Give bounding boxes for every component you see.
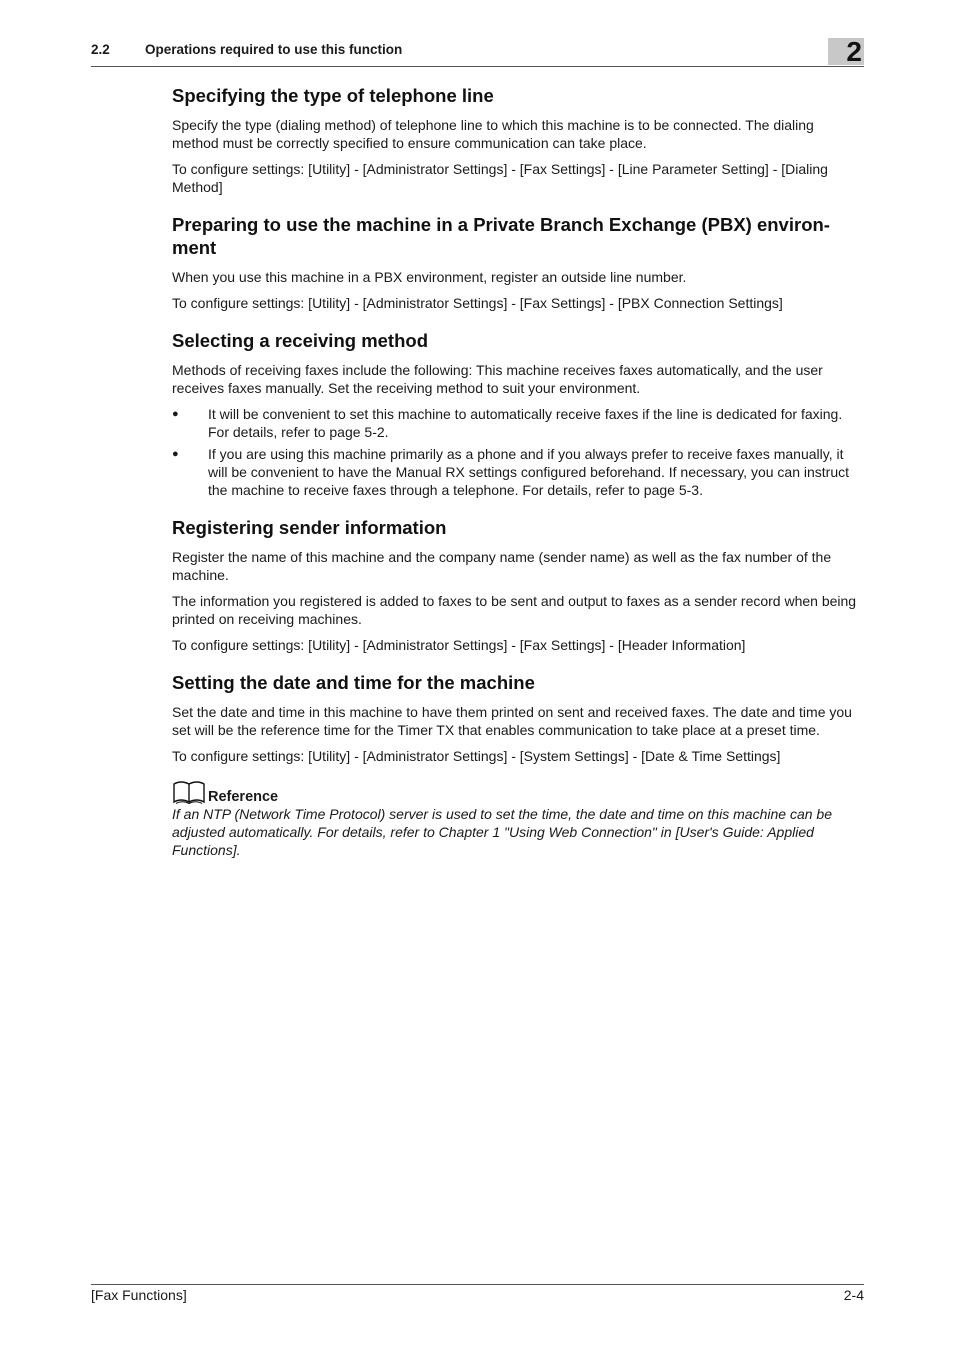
bullet-icon: ● [172, 448, 179, 460]
list-item [172, 405, 864, 441]
reference-header [172, 779, 864, 805]
paragraph: Methods of receiving faxes include the following: This machine receives faxes automatically, and the user receives faxes manually. Set the receiving method to suit your environment. [172, 362, 823, 396]
section-heading: Specifying the type of telephone line [172, 85, 494, 106]
section-heading: Setting the date and time for the machine [172, 672, 535, 693]
paragraph: To configure settings: [Utility] - [Administrator Settings] - [System Settings] - [Date & Time Settings] [172, 748, 781, 764]
paragraph: Set the date and time in this machine to have them printed on sent and received faxes. The date and time you set will be the reference time for the Timer TX that enables communication to take place at a preset time. [172, 704, 852, 738]
footer-page-number: 2-4 [843, 1287, 864, 1303]
paragraph: To configure settings: [Utility] - [Administrator Settings] - [Fax Settings] - [Line Parameter Setting] - [Dialing Method] [172, 161, 828, 195]
section-receiving-method [172, 329, 864, 499]
list-item-text: If you are using this machine primarily as a phone and if you always prefer to receive faxes manually, it will be convenient to have the Manual RX settings configured beforehand. If necessary, you can instruct the machine to receive faxes through a telephone. For details, refer to page 5-3. [208, 446, 849, 498]
footer-manual-title: [Fax Functions] [91, 1287, 187, 1303]
reference-text: If an NTP (Network Time Protocol) server is used to set the time, the date and time on this machine can be adjusted automatically. For details, refer to Chapter 1 "Using Web Connection" in [User's Guide: Applied Functions]. [172, 806, 832, 858]
book-icon [172, 779, 206, 805]
section-heading: Registering sender information [172, 517, 447, 538]
page-header [91, 38, 864, 67]
bullet-list [172, 405, 864, 499]
section-sender-info [172, 516, 864, 654]
list-item [172, 445, 864, 499]
bullet-icon: ● [172, 408, 179, 420]
paragraph: To configure settings: [Utility] - [Administrator Settings] - [Fax Settings] - [PBX Connection Settings] [172, 295, 783, 311]
section-date-time [172, 671, 864, 765]
chapter-number: 2 [846, 36, 862, 67]
reference-box [172, 779, 864, 859]
paragraph: The information you registered is added to faxes to be sent and output to faxes as a sender record when being printed on receiving machines. [172, 593, 857, 627]
chapter-tab [828, 38, 864, 65]
paragraph: Register the name of this machine and the company name (sender name) as well as the fax number of the machine. [172, 549, 832, 583]
section-telephone-line [172, 84, 864, 196]
section-pbx [172, 213, 864, 312]
page-footer [91, 1284, 864, 1307]
section-heading: Selecting a receiving method [172, 330, 428, 351]
section-number: 2.2 [91, 42, 110, 57]
main-content [172, 84, 864, 859]
section-heading: Preparing to use the machine in a Private Branch Exchange (PBX) environ-ment [172, 214, 830, 258]
paragraph: When you use this machine in a PBX environment, register an outside line number. [172, 269, 687, 285]
paragraph: To configure settings: [Utility] - [Administrator Settings] - [Fax Settings] - [Header Information] [172, 637, 746, 653]
paragraph: Specify the type (dialing method) of telephone line to which this machine is to be connected. The dialing method must be correctly specified to ensure communication can take place. [172, 117, 814, 151]
reference-label: Reference [208, 789, 279, 805]
section-title: Operations required to use this function [145, 42, 403, 57]
list-item-text: It will be convenient to set this machine to automatically receive faxes if the line is dedicated for faxing. For details, refer to page 5-2. [208, 406, 843, 440]
